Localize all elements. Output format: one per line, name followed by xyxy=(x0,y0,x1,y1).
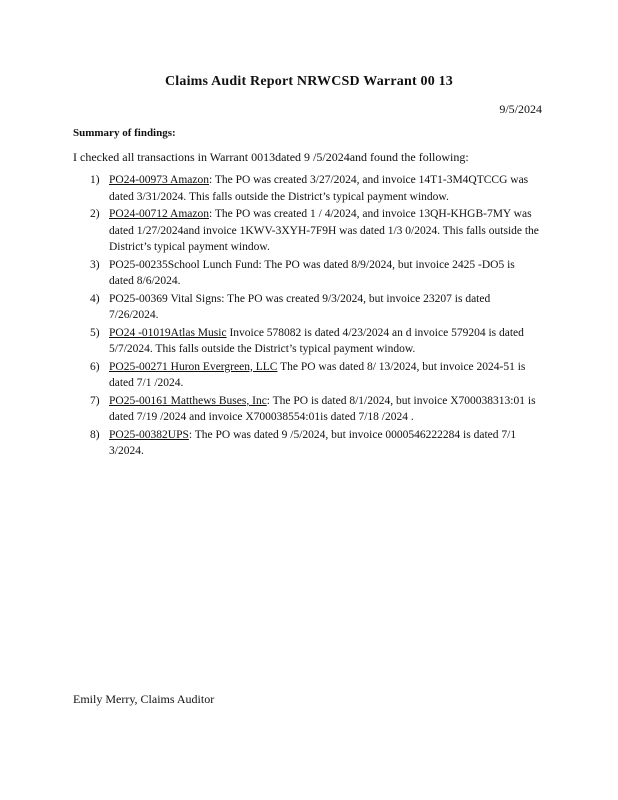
finding-po-reference: PO25-00161 Matthews Buses, Inc xyxy=(109,394,267,407)
finding-item xyxy=(90,257,540,290)
finding-item xyxy=(90,325,540,358)
finding-number: 3) xyxy=(90,258,100,271)
finding-po-reference: PO25-00271 Huron Evergreen, LLC xyxy=(109,360,278,373)
report-date: 9/5/2024 xyxy=(499,102,542,116)
finding-item xyxy=(90,427,540,460)
finding-item xyxy=(90,172,540,205)
finding-number: 2) xyxy=(90,208,100,220)
finding-item xyxy=(90,291,540,324)
finding-number: 4) xyxy=(90,292,100,305)
finding-item xyxy=(90,393,540,426)
report-title: Claims Audit Report NRWCSD Warrant 00 13 xyxy=(164,74,454,89)
finding-text: The PO was dated 8/ 13/2024, but invoice 2024-51 is dated 7/1 /2024. xyxy=(109,360,526,389)
summary-heading: Summary of findings: xyxy=(73,127,176,139)
finding-text: Invoice 578082 is dated 4/23/2024 an d invoice 579204 is dated 5/7/2024. This falls outside the District’s typical payment window. xyxy=(109,326,524,355)
finding-po-reference: PO24 -01019Atlas Music xyxy=(109,326,227,339)
finding-po-reference: PO24-00973 Amazon xyxy=(109,174,209,186)
finding-po-reference: PO24-00712 Amazon xyxy=(109,208,209,220)
finding-po-reference: PO25-00382UPS xyxy=(109,428,189,441)
auditor-signature: Emily Merry, Claims Auditor xyxy=(73,692,215,706)
intro-paragraph: I checked all transactions in Warrant 0013dated 9 /5/2024and found the following: xyxy=(73,150,469,164)
finding-number: 6) xyxy=(90,360,100,373)
finding-number: 5) xyxy=(90,326,100,339)
finding-text: PO25-00369 Vital Signs: The PO was created 9/3/2024, but invoice 23207 is dated 7/26/2024. xyxy=(109,292,491,321)
finding-number: 7) xyxy=(90,394,100,407)
finding-text: : The PO is dated 8/1/2024, but invoice X700038313:01 is dated 7/19 /2024 and invoice X700038554:01is dated 7/18 /2024 . xyxy=(109,394,536,423)
finding-text: PO25-00235School Lunch Fund: The PO was dated 8/9/2024, but invoice 2425 -DO5 is dated 8/6/2024. xyxy=(109,258,515,287)
finding-item xyxy=(90,359,540,392)
finding-text: : The PO was created 3/27/2024, and invoice 14T1-3M4QTCCG was dated 3/31/2024. This falls outside the District’s typical payment window. xyxy=(109,174,529,203)
finding-text: : The PO was created 1 / 4/2024, and invoice 13QH-KHGB-7MY was dated 1/27/2024and invoice 1KWV-3XYH-7F9H was dated 1/3 0/2024. This falls outside the District’s typical payment window. xyxy=(109,208,539,253)
finding-number: 8) xyxy=(90,428,100,441)
findings-list xyxy=(90,172,540,461)
finding-item xyxy=(90,206,540,256)
finding-text: : The PO was dated 9 /5/2024, but invoice 0000546222284 is dated 7/1 3/2024. xyxy=(109,428,517,457)
finding-number: 1) xyxy=(90,174,100,186)
